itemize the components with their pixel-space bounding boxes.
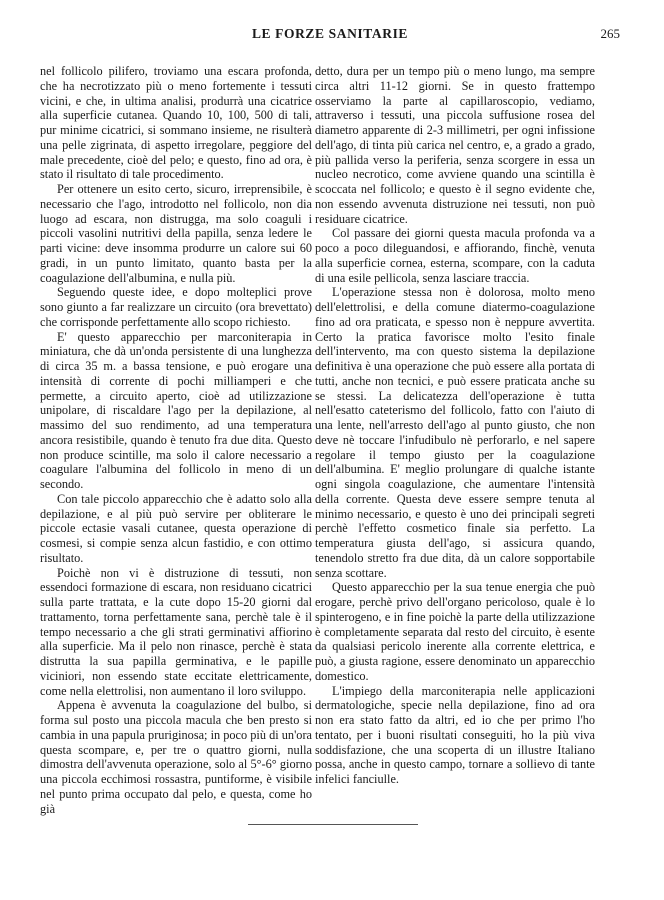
paragraph: Con tale piccolo apparecchio che è adatto solo alla depilazione, e al più può servire per obliterare le piccole ectasie vasali cutanee, questa operazione di cosmesi, si compie senza alcun fastidio, e con ottimo risultato. (40, 491, 312, 565)
paragraph: L'operazione stessa non è dolorosa, molto meno dell'elettrolisi, e della comune diatermo-coagulazione fino ad ora praticata, e spesso non è neppure avvertita. Certo la pratica favorisce molto l'esito finale dell'intervento, ma con questo sistema la depilazione definitiva è una operazione che può essere alla portata di tutti, anche non tecnici, e può essere praticata anche su se stessi. La delicatezza dell'operazione è tutta nell'esatto cateterismo del follicolo, fatto con l'aiuto di una lente, nell'arresto dell'ago al punto giusto, che non deve nè toccare l'infudibulo nè perforarlo, e nel sapere regolare il tempo giusto per la coagulazione dell'albumina. E' meglio prolungare di qualche istante ogni singola coagulazione, che aumentare l'intensità della corrente. Questa deve essere sempre tenuta al minimo necessario, e questo è uno dei principali segreti perchè l'effetto cosmetico finale sia perfetto. La temperatura giusta dell'ago, si assicura quando, tenendolo stretto fra due dita, dà un calore sopportabile senza scottare. (315, 285, 595, 580)
left-column (40, 64, 312, 816)
paragraph: Per ottenere un esito certo, sicuro, irreprensibile, è necessario che l'ago, introdotto nel follicolo, non dia luogo ad escara, non distrugga, ma solo coaguli i piccoli vasolini nutritivi della papilla, senza ledere le parti vicine: deve insomma produrre un calore sui 60 gradi, in un punto limitato, quanto basta per la coagulazione dell'albumina, e nulla più. (40, 182, 312, 285)
paragraph: Poichè non vi è distruzione di tessuti, non essendoci formazione di escara, non residuano cicatrici sulla parte trattata, e la cute dopo 15-20 giorni dal trattamento, torna perfettamente sana, perchè tale è il tempo necessario a che gli strati germinativi affiorino alla superficie. Ma il pelo non rinasce, perchè è stata distrutta la sua papilla germinativa, e le papille viciniori, non essendo state eccitate elettricamente, come nella elettrolisi, non aumentano il loro sviluppo. (40, 565, 312, 698)
paragraph: nel follicolo pilifero, troviamo una escara profonda, che ha necrotizzato più o meno fortemente i tessuti vicini, e che, in ultima analisi, produrrà una cicatrice alla superficie cutanea. Quando 10, 100, 500 di tali, pur minime cicatrici, si sommano insieme, ne risulterà una pelle zigrinata, di aspetto irregolare, peggiore del male precedente, cioè del pelo; e questo, fino ad ora, è stato il risultato di tale procedimento. (40, 64, 312, 182)
paragraph: L'impiego della marconiterapia nelle applicazioni dermatologiche, specie nella depilazione, fino ad ora non era stato fatto da altri, ed io che per primo l'ho tentato, per i buoni risultati conseguiti, ho la più viva soddisfazione, che una scoperta di un illustre Italiano possa, anche in questo campo, tornare a sollievo di tante infelici fanciulle. (315, 683, 595, 786)
running-title: LE FORZE SANITARIE (251, 26, 409, 41)
paragraph: Questo apparecchio per la sua tenue energia che può erogare, perchè privo dell'organo pericoloso, quale è lo spinterogeno, e in fine poichè la parte della utilizzazione è completamente separata dal resto del circuito, è esente da qualsiasi pericolo inerente alla corrente elettrica, e può, a giusta ragione, essere denominato un apparecchio domestico. (315, 580, 595, 683)
paragraph: E' questo apparecchio per marconiterapia in miniatura, che dà un'onda persistente di una lunghezza di circa 35 m. a bassa tensione, e può erogare una intensità di corrente di pochi milliamperi e che permette, a circuito aperto, cioè ad utilizzazione unipolare, di riscaldare l'ago per la depilazione, al massimo del suo rendimento, ad una temperatura ancora resistibile, quando è tenuto fra due dita. Questo non produce scintille, ma solo il calore necessario a coagulare l'albumina del follicolo in meno di un secondo. (40, 329, 312, 491)
paragraph: Col passare dei giorni questa macula profonda va a poco a poco dileguandosi, e affiorando, finchè, venuta alla superficie cornea, esterna, scompare, con la caduta di una esile pellicola, senza lasciare traccia. (315, 226, 595, 285)
paragraph: Seguendo queste idee, e dopo molteplici prove sono giunto a far realizzare un circuito (ora brevettato) che corrisponde perfettamente allo scopo richiesto. (40, 285, 312, 329)
footer-rule (248, 824, 418, 825)
page-header (40, 26, 620, 46)
paragraph: Appena è avvenuta la coagulazione del bulbo, si forma sul posto una piccola macula che ben presto si cambia in una papula pruriginosa; in poco più di un'ora questa scompare, e, per tre o quattro giorni, nulla dimostra dell'avvenuta operazione, solo al 5°-6° giorno una piccola ecchimosi rossastra, puntiforme, è visibile nel punto prima occupato dal pelo, e questa, come ho già (40, 698, 312, 816)
right-column (315, 64, 595, 787)
paragraph: detto, dura per un tempo più o meno lungo, ma sempre circa altri 11-12 giorni. Se in questo frattempo osserviamo la parte al capillaroscopio, vediamo, attraverso i tessuti, una piccola suffusione rosea del diametro apparente di 2-3 millimetri, per ogni infissione dell'ago, di tinta più carica nel centro, e, a grado a grado, più pallida verso la periferia, senza scorgere in essa un nucleo necrotico, come avviene quando una scintilla è scoccata nel follicolo; e questo è il segno evidente che, non essendo avvenuta distruzione nei tessuti, non può residuare cicatrice. (315, 64, 595, 226)
page-number: 265 (600, 26, 620, 41)
